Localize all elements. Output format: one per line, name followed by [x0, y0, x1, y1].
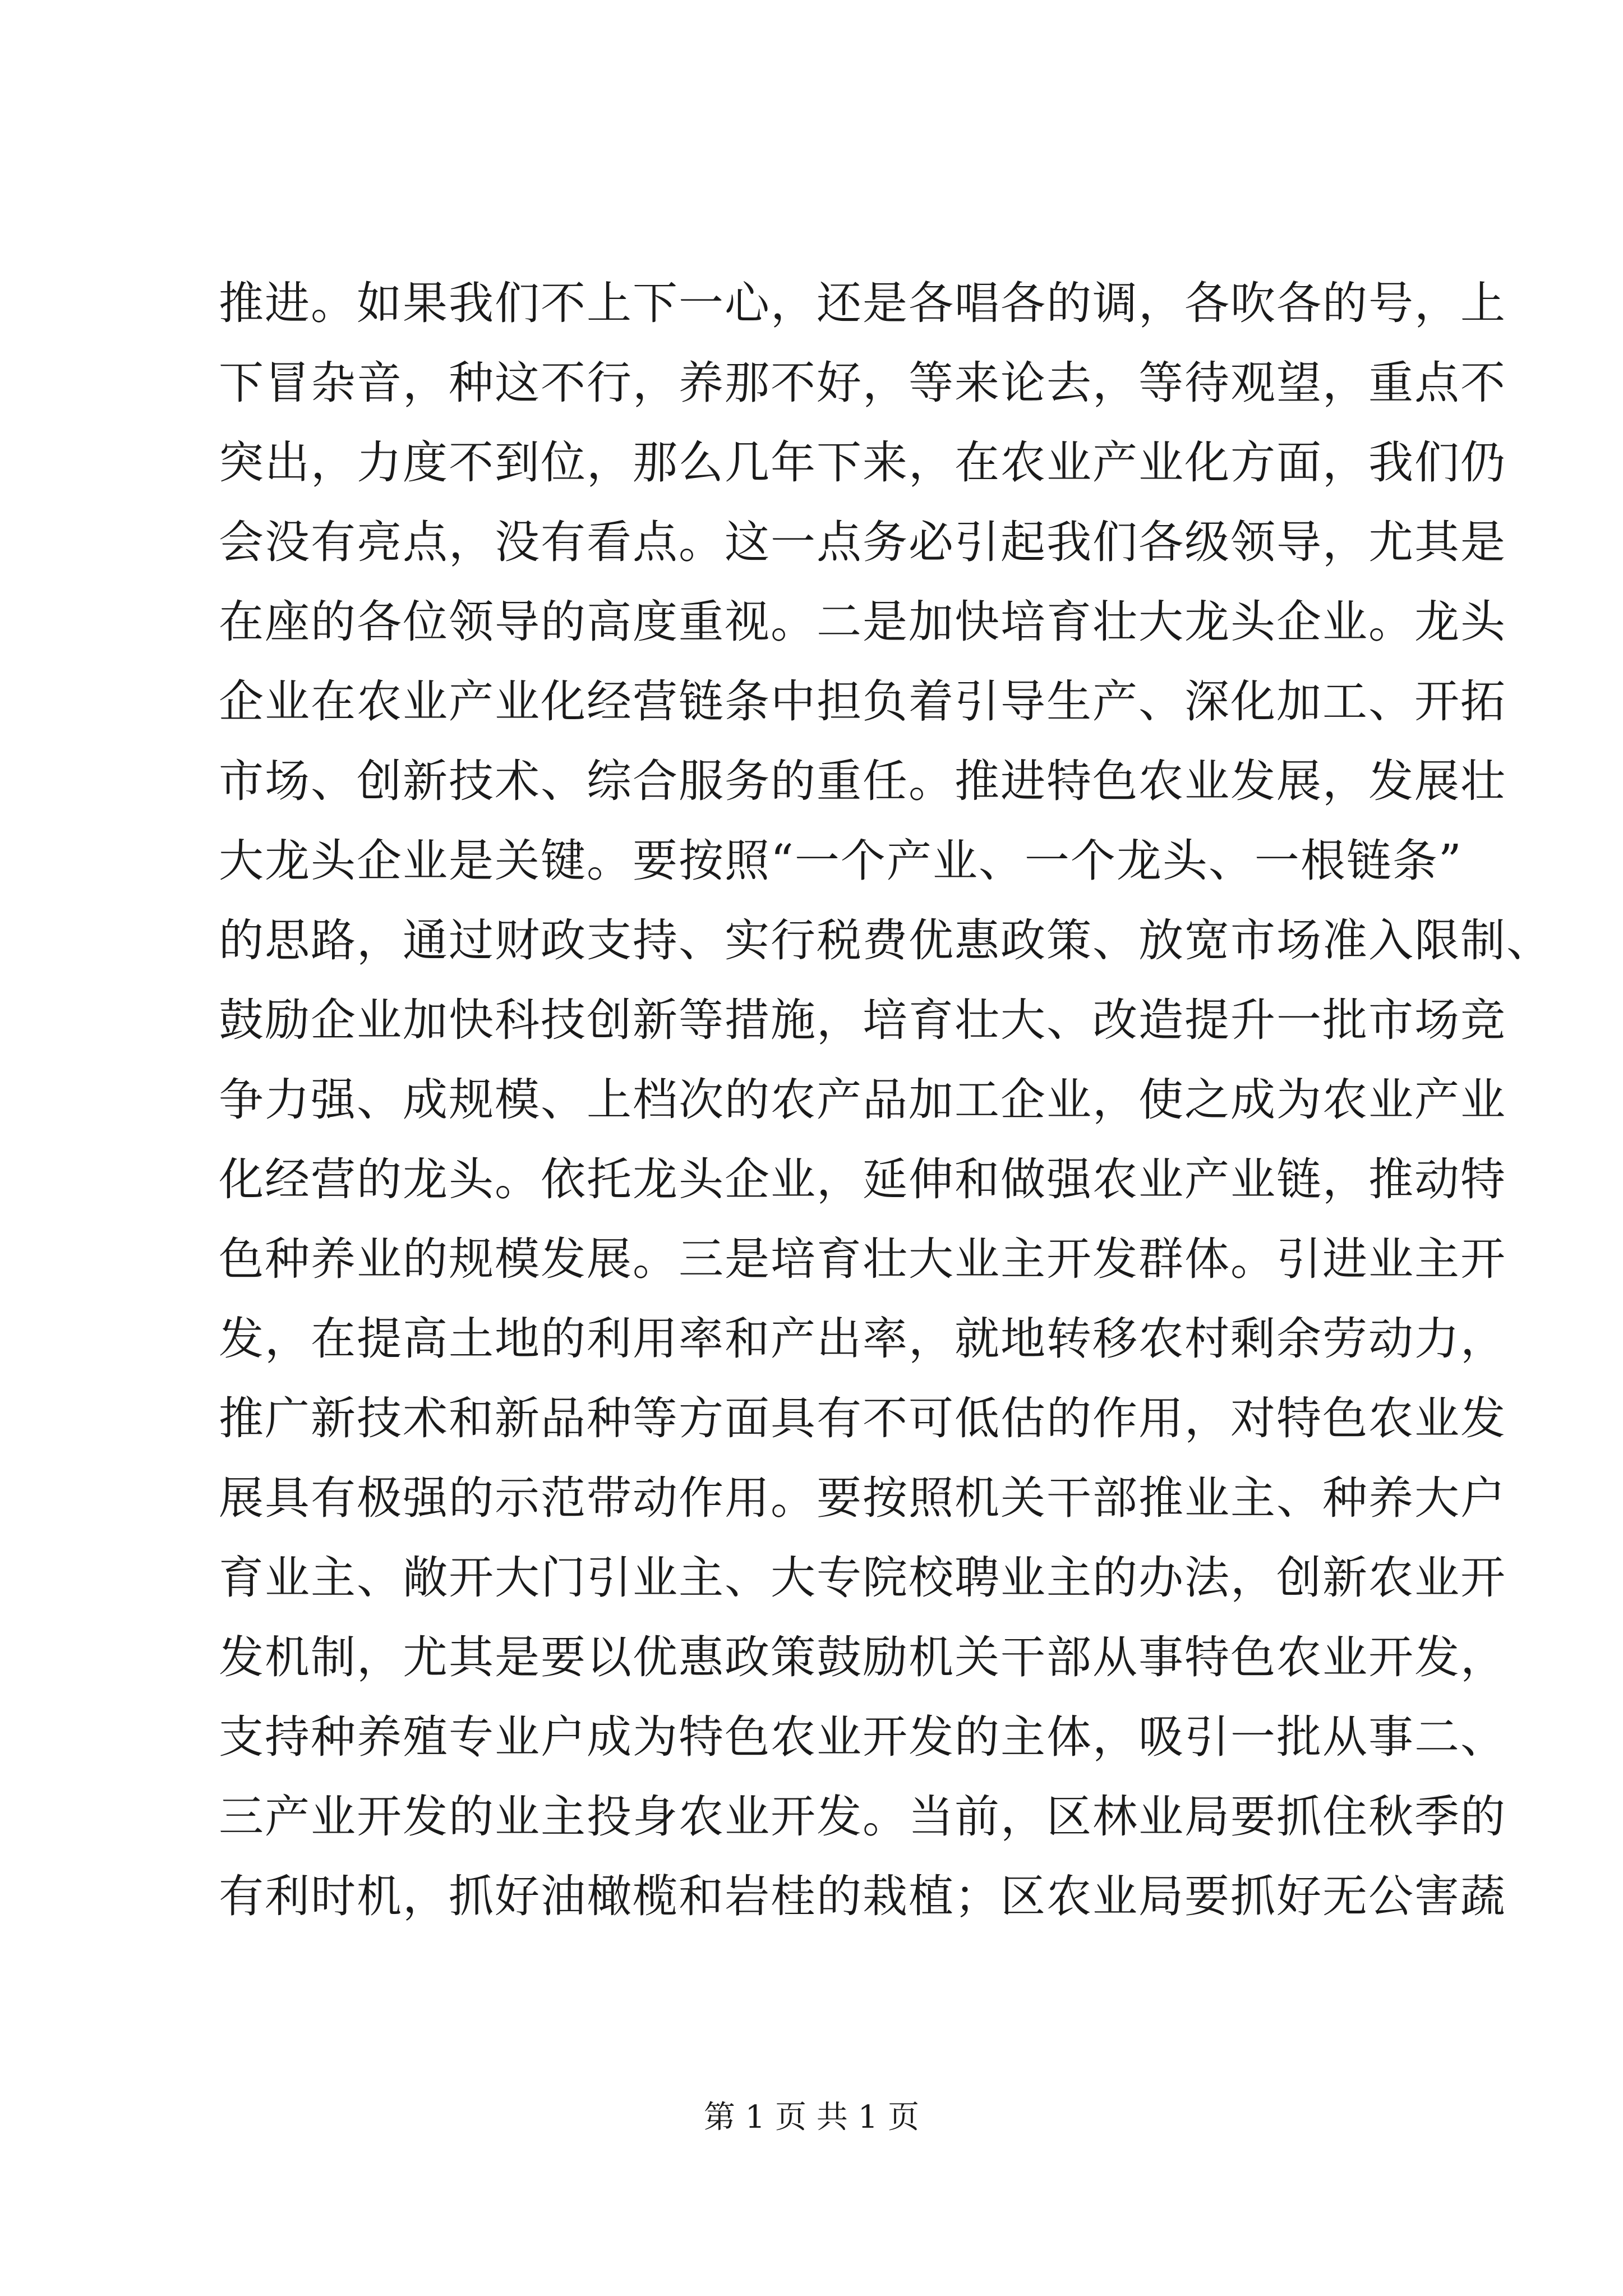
text-line-15: 推广新技术和新品种等方面具有不可低估的作用，对特色农业发 — [219, 1392, 1506, 1444]
text-line-2: 下冒杂音，种这不行，养那不好，等来论去，等待观望，重点不 — [219, 357, 1506, 409]
text-line-3: 突出，力度不到位，那么几年下来，在农业产业化方面，我们仍 — [219, 436, 1506, 489]
text-line-14: 发，在提高土地的利用率和产出率，就地转移农村剩余劳动力， — [219, 1313, 1506, 1365]
text-line-9: 的思路，通过财政支持、实行税费优惠政策、放宽市场准入限制、 — [219, 914, 1552, 967]
text-line-16: 展具有极强的示范带动作用。要按照机关干部推业主、种养大户 — [219, 1472, 1506, 1524]
text-line-12: 化经营的龙头。依托龙头企业，延伸和做强农业产业链，推动特 — [219, 1153, 1506, 1205]
text-line-1: 推进。如果我们不上下一心，还是各唱各的调，各吹各的号，上 — [219, 277, 1506, 329]
text-line-7: 市场、创新技术、综合服务的重任。推进特色农业发展，发展壮 — [219, 755, 1506, 807]
page-footer — [0, 2095, 1623, 2140]
text-line-21: 有利时机，抓好油橄榄和岩桂的栽植；区农业局要抓好无公害蔬 — [219, 1870, 1506, 1922]
text-line-11: 争力强、成规模、上档次的农产品加工企业，使之成为农业产业 — [219, 1074, 1506, 1126]
text-line-17: 育业主、敞开大门引业主、大专院校聘业主的办法，创新农业开 — [219, 1552, 1506, 1604]
text-line-4: 会没有亮点，没有看点。这一点务必引起我们各级领导，尤其是 — [219, 516, 1506, 568]
text-line-5: 在座的各位领导的高度重视。二是加快培育壮大龙头企业。龙头 — [219, 596, 1506, 648]
body-paragraph — [219, 264, 1552, 1936]
text-line-13: 色种养业的规模发展。三是培育壮大业主开发群体。引进业主开 — [219, 1233, 1506, 1285]
text-line-8: 大龙头企业是关键。要按照“一个产业、一个龙头、一根链条” — [219, 835, 1463, 887]
text-line-6: 企业在农业产业化经营链条中担负着引导生产、深化加工、开拓 — [219, 675, 1506, 728]
text-line-10: 鼓励企业加快科技创新等措施，培育壮大、改造提升一批市场竞 — [219, 994, 1506, 1046]
text-line-19: 支持种养殖专业户成为特色农业开发的主体，吸引一批从事二、 — [219, 1711, 1506, 1763]
text-line-20: 三产业开发的业主投身农业开发。当前，区林业局要抓住秋季的 — [219, 1791, 1506, 1843]
page-number: 第 1 页 共 1 页 — [703, 2099, 920, 2136]
text-line-18: 发机制，尤其是要以优惠政策鼓励机关干部从事特色农业开发， — [219, 1631, 1506, 1683]
